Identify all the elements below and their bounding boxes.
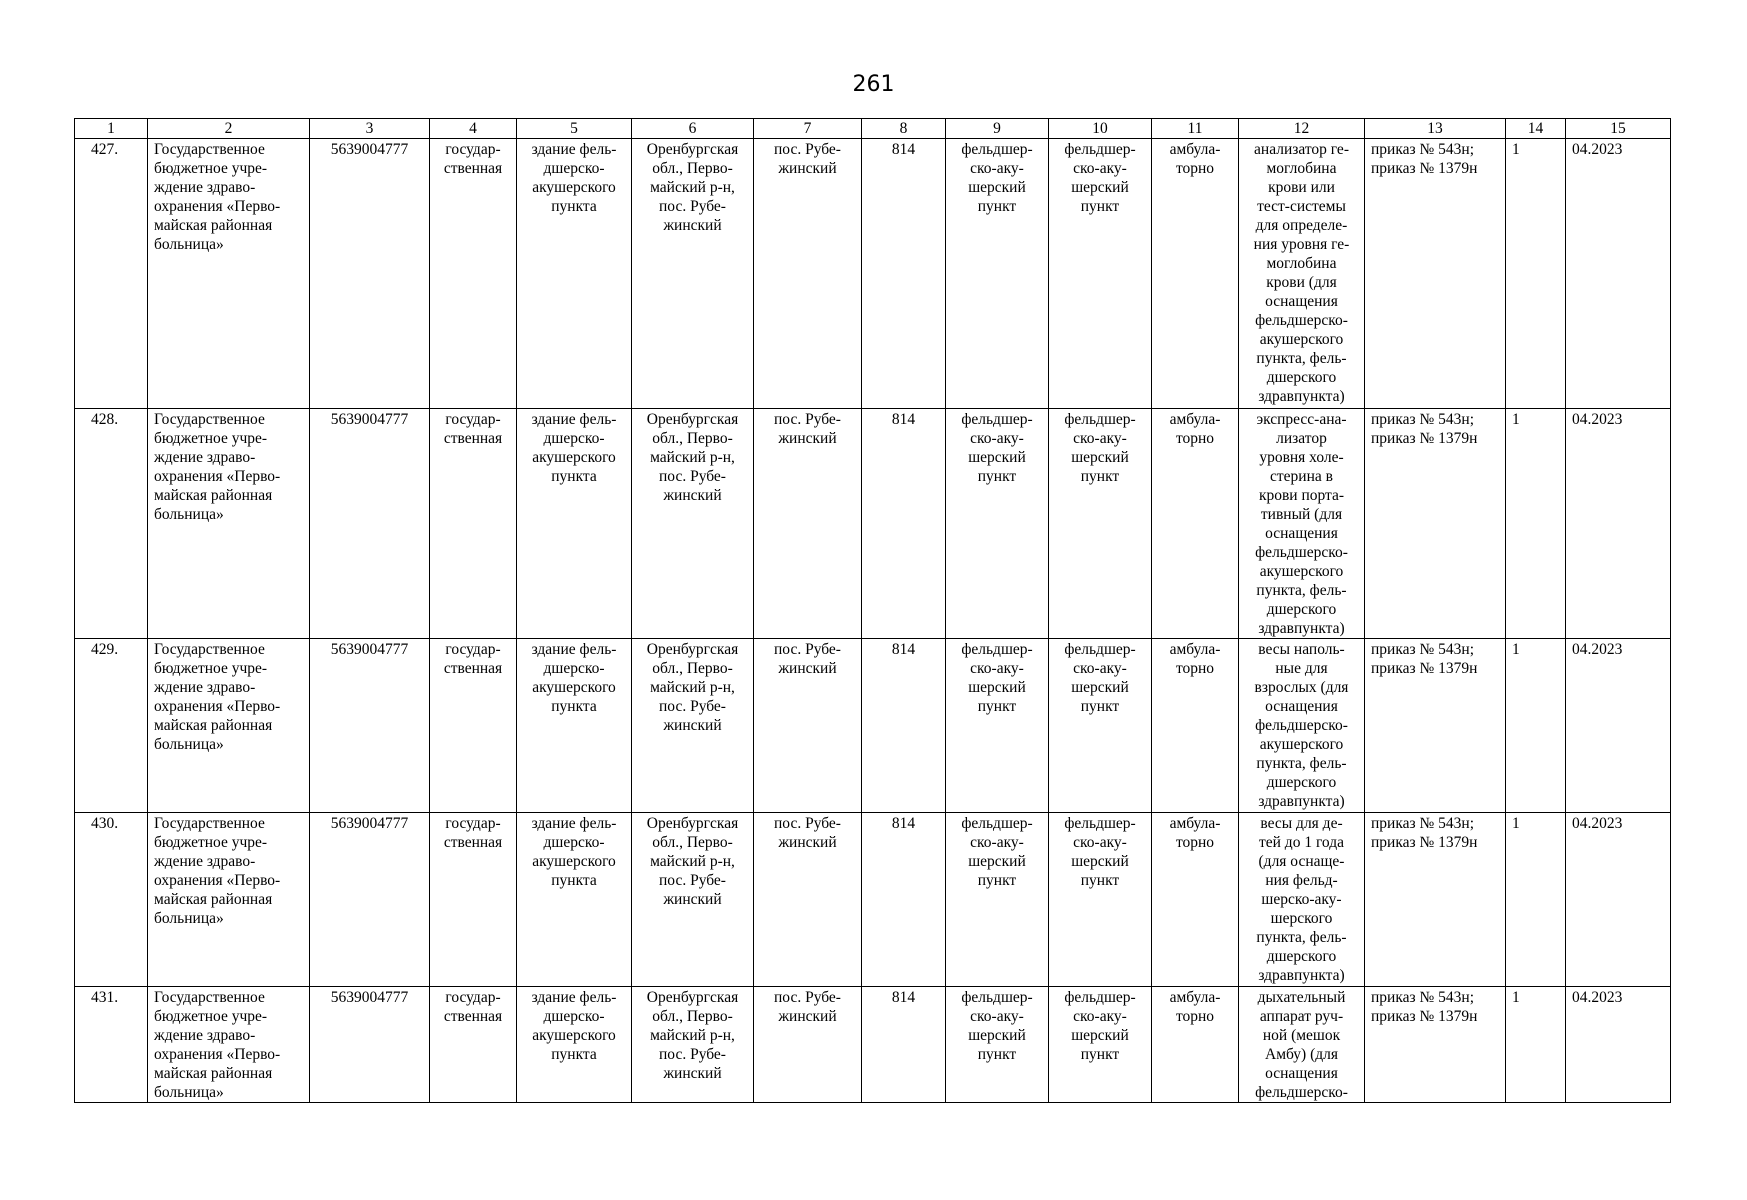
care-form-cell: амбула- торно — [1152, 139, 1239, 409]
code-cell: 814 — [862, 987, 946, 1103]
row-number: 429. — [75, 639, 148, 813]
column-header: 5 — [517, 119, 632, 139]
table-row — [75, 639, 1671, 813]
care-form-cell: амбула- торно — [1152, 813, 1239, 987]
equipment-cell: весы наполь- ные для взрослых (для оснащения фельдшерско- акушерского пункта, фель- дшерского здравпункта) — [1239, 639, 1365, 813]
column-header: 7 — [754, 119, 862, 139]
code-cell: 814 — [862, 813, 946, 987]
care-form-cell: амбула- торно — [1152, 409, 1239, 639]
settlement-cell: пос. Рубе- жинский — [754, 639, 862, 813]
ownership-cell: государ- ственная — [430, 639, 517, 813]
organization-name: Государственное бюджетное учре- ждение здраво- охранения «Перво- майская районная больница» — [148, 813, 310, 987]
quantity-cell: 1 — [1506, 409, 1566, 639]
column-header: 11 — [1152, 119, 1239, 139]
settlement-cell: пос. Рубе- жинский — [754, 139, 862, 409]
order-cell: приказ № 543н; приказ № 1379н — [1365, 409, 1506, 639]
column-header: 10 — [1049, 119, 1152, 139]
building-cell: здание фель- дшерско- акушерского пункта — [517, 139, 632, 409]
facility-type-cell: фельдшер- ско-аку- шерский пункт — [946, 409, 1049, 639]
date-cell: 04.2023 — [1566, 813, 1671, 987]
facility-subtype-cell: фельдшер- ско-аку- шерский пункт — [1049, 139, 1152, 409]
inn-cell: 5639004777 — [310, 409, 430, 639]
inn-cell: 5639004777 — [310, 987, 430, 1103]
code-cell: 814 — [862, 409, 946, 639]
table-row — [75, 813, 1671, 987]
building-cell: здание фель- дшерско- акушерского пункта — [517, 409, 632, 639]
address-cell: Оренбургская обл., Перво- майский р-н, пос. Рубе- жинский — [632, 987, 754, 1103]
column-header: 15 — [1566, 119, 1671, 139]
quantity-cell: 1 — [1506, 139, 1566, 409]
settlement-cell: пос. Рубе- жинский — [754, 409, 862, 639]
building-cell: здание фель- дшерско- акушерского пункта — [517, 639, 632, 813]
equipment-cell: экспресс-ана- лизатор уровня холе- стерина в крови порта- тивный (для оснащения фельдшерско- акушерского пункта, фель- дшерского здравпункта) — [1239, 409, 1365, 639]
column-header: 1 — [75, 119, 148, 139]
table-row — [75, 139, 1671, 409]
column-header: 9 — [946, 119, 1049, 139]
care-form-cell: амбула- торно — [1152, 639, 1239, 813]
date-cell: 04.2023 — [1566, 139, 1671, 409]
facility-type-cell: фельдшер- ско-аку- шерский пункт — [946, 987, 1049, 1103]
column-header: 8 — [862, 119, 946, 139]
settlement-cell: пос. Рубе- жинский — [754, 813, 862, 987]
column-header: 3 — [310, 119, 430, 139]
inn-cell: 5639004777 — [310, 639, 430, 813]
order-cell: приказ № 543н; приказ № 1379н — [1365, 139, 1506, 409]
building-cell: здание фель- дшерско- акушерского пункта — [517, 813, 632, 987]
date-cell: 04.2023 — [1566, 409, 1671, 639]
organization-name: Государственное бюджетное учре- ждение здраво- охранения «Перво- майская районная больница» — [148, 139, 310, 409]
address-cell: Оренбургская обл., Перво- майский р-н, пос. Рубе- жинский — [632, 813, 754, 987]
facility-subtype-cell: фельдшер- ско-аку- шерский пункт — [1049, 813, 1152, 987]
ownership-cell: государ- ственная — [430, 987, 517, 1103]
row-number: 431. — [75, 987, 148, 1103]
facility-type-cell: фельдшер- ско-аку- шерский пункт — [946, 639, 1049, 813]
ownership-cell: государ- ственная — [430, 409, 517, 639]
order-cell: приказ № 543н; приказ № 1379н — [1365, 639, 1506, 813]
code-cell: 814 — [862, 139, 946, 409]
date-cell: 04.2023 — [1566, 987, 1671, 1103]
column-header: 13 — [1365, 119, 1506, 139]
row-number: 428. — [75, 409, 148, 639]
organization-name: Государственное бюджетное учре- ждение здраво- охранения «Перво- майская районная больница» — [148, 409, 310, 639]
code-cell: 814 — [862, 639, 946, 813]
table-row — [75, 987, 1671, 1103]
table-row — [75, 409, 1671, 639]
inn-cell: 5639004777 — [310, 813, 430, 987]
column-header: 12 — [1239, 119, 1365, 139]
column-header: 4 — [430, 119, 517, 139]
equipment-cell: анализатор ге- моглобина крови или тест-системы для определе- ния уровня ге- моглобина крови (для оснащения фельдшерско- акушерского пункта, фель- дшерского здравпункта) — [1239, 139, 1365, 409]
organization-name: Государственное бюджетное учре- ждение здраво- охранения «Перво- майская районная больница» — [148, 639, 310, 813]
column-header: 6 — [632, 119, 754, 139]
facility-subtype-cell: фельдшер- ско-аку- шерский пункт — [1049, 987, 1152, 1103]
ownership-cell: государ- ственная — [430, 813, 517, 987]
address-cell: Оренбургская обл., Перво- майский р-н, пос. Рубе- жинский — [632, 139, 754, 409]
organization-name: Государственное бюджетное учре- ждение здраво- охранения «Перво- майская районная больница» — [148, 987, 310, 1103]
facility-type-cell: фельдшер- ско-аку- шерский пункт — [946, 813, 1049, 987]
facility-subtype-cell: фельдшер- ско-аку- шерский пункт — [1049, 639, 1152, 813]
column-header: 2 — [148, 119, 310, 139]
building-cell: здание фель- дшерско- акушерского пункта — [517, 987, 632, 1103]
row-number: 427. — [75, 139, 148, 409]
table-header-row — [75, 119, 1671, 139]
date-cell: 04.2023 — [1566, 639, 1671, 813]
quantity-cell: 1 — [1506, 987, 1566, 1103]
row-number: 430. — [75, 813, 148, 987]
quantity-cell: 1 — [1506, 813, 1566, 987]
order-cell: приказ № 543н; приказ № 1379н — [1365, 813, 1506, 987]
equipment-cell: дыхательный аппарат руч- ной (мешок Амбу) (для оснащения фельдшерско- — [1239, 987, 1365, 1103]
column-header: 14 — [1506, 119, 1566, 139]
inn-cell: 5639004777 — [310, 139, 430, 409]
equipment-cell: весы для де- тей до 1 года (для оснаще- ния фельд- шерско-аку- шерского пункта, фель- дшерского здравпункта) — [1239, 813, 1365, 987]
page-number: 261 — [852, 72, 895, 97]
address-cell: Оренбургская обл., Перво- майский р-н, пос. Рубе- жинский — [632, 639, 754, 813]
quantity-cell: 1 — [1506, 639, 1566, 813]
address-cell: Оренбургская обл., Перво- майский р-н, пос. Рубе- жинский — [632, 409, 754, 639]
facility-type-cell: фельдшер- ско-аку- шерский пункт — [946, 139, 1049, 409]
facility-subtype-cell: фельдшер- ско-аку- шерский пункт — [1049, 409, 1152, 639]
care-form-cell: амбула- торно — [1152, 987, 1239, 1103]
ownership-cell: государ- ственная — [430, 139, 517, 409]
equipment-table — [74, 118, 1671, 1103]
order-cell: приказ № 543н; приказ № 1379н — [1365, 987, 1506, 1103]
settlement-cell: пос. Рубе- жинский — [754, 987, 862, 1103]
